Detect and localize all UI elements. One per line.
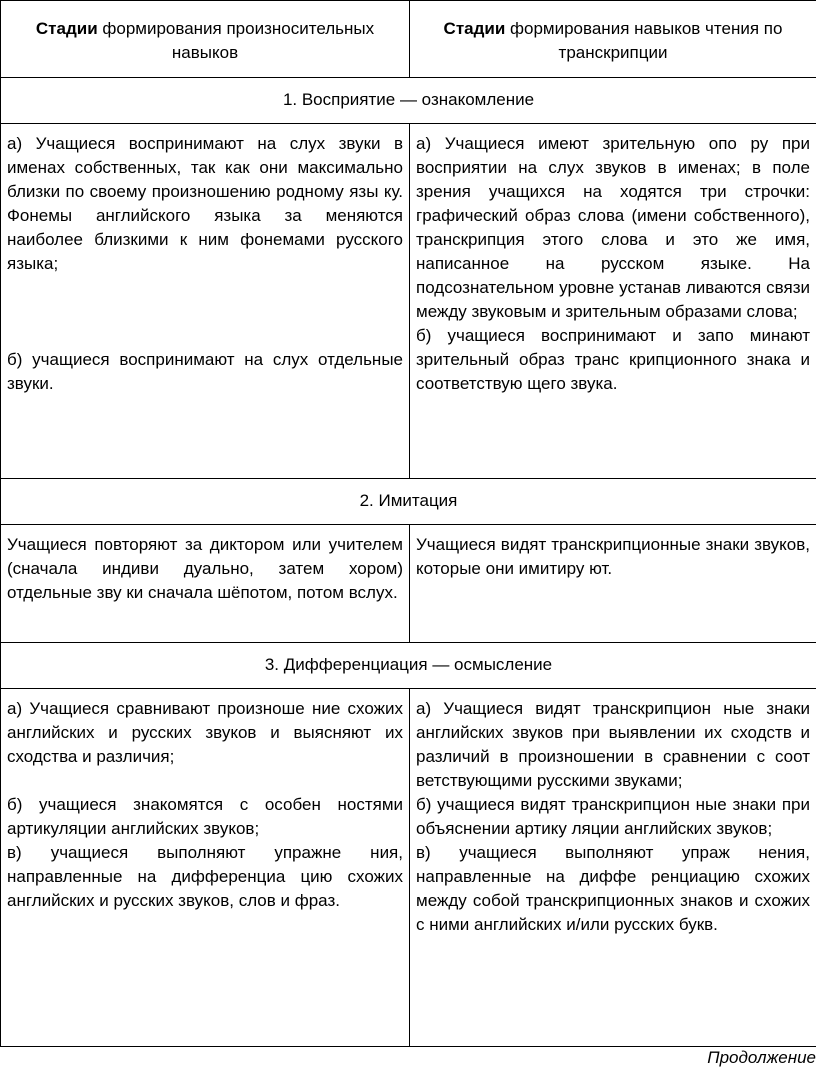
header-left-bold: Стадии [35,19,98,38]
header-right-text: формирования навыков чтения по транскрипции [505,19,783,62]
stage3-right-c: в) учащиеся выполняют упраж нения, направленные на диффе ренциацию схожих между собой транскрипционных знаков и схожих с ними английских и/или русских букв. [416,843,810,934]
stage2-row [1,525,816,643]
stage3-left-b: б) учащиеся знакомятся с особен ностями артикуляции английских звуков; [7,795,403,838]
stage3-left-c: в) учащиеся выполняют упражне ния, направленные на дифференциа цию схожих английских и русских звуков, слов и фраз. [7,843,403,910]
stage3-title-row [1,643,816,689]
header-right-bold: Стадии [443,19,506,38]
stage2-title-row [1,479,816,525]
stage2-right: Учащиеся видят транскрипционные знаки звуков, которые они имитиру ют. [410,525,816,643]
header-left [1,1,410,78]
stage3-left-a: а) Учащиеся сравнивают произноше ние схожих английских и русских звуков и выясняют их сходства и различия; [7,699,403,766]
stage3-right-b: б) учащиеся видят транскрипцион ные знаки при объяснении артику ляции английских звуков; [416,795,810,838]
stage1-right-b: б) учащиеся воспринимают и запо минают зрительный образ транс крипционного знака и соответствую щего звука. [416,326,810,393]
stage3-left [1,689,410,1047]
stage3-right [410,689,816,1047]
stage1-left-a: а) Учащиеся воспринимают на слух звуки в именах собственных, так как они максимально близки по своему произношению родному язы ку. Фонемы английского языка за меняются наиболее близкими к ним фонемами русского языка; [7,134,403,273]
stage1-right-a: а) Учащиеся имеют зрительную опо ру при восприятии на слух звуков в именах; в поле зрения учащихся на ходятся три строчки: графический образ слова (имени собственного), транскрипция этого слова и это же имя, написанное на русском языке. На подсознательном уровне устанав ливаются связи между звуковым и зрительным образами слова; [416,134,810,321]
stage3-title: 3. Дифференциация — осмысление [1,643,816,689]
stage1-title: 1. Восприятие — ознакомление [1,78,816,124]
stage2-left: Учащиеся повторяют за диктором или учителем (сначала индиви дуально, затем хором) отдельные зву ки сначала шёпотом, потом вслух. [1,525,410,643]
stage1-left-b: б) учащиеся воспринимают на слух отдельные звуки. [7,350,403,393]
stage3-right-a: а) Учащиеся видят транскрипцион ные знаки английских звуков при выявлении их сходств и различий в произношении в сравнении с соот ветствующими русскими звуками; [416,699,810,790]
stage1-title-row [1,78,816,124]
continuation-note: Продолжение [707,1048,816,1067]
stage1-left [1,124,410,479]
header-left-text: формирования произносительных навыков [97,19,375,62]
header-row [1,1,816,78]
stage3-row [1,689,816,1047]
stage1-row [1,124,816,479]
stage2-title: 2. Имитация [1,479,816,525]
header-right [410,1,816,78]
stage1-right [410,124,816,479]
